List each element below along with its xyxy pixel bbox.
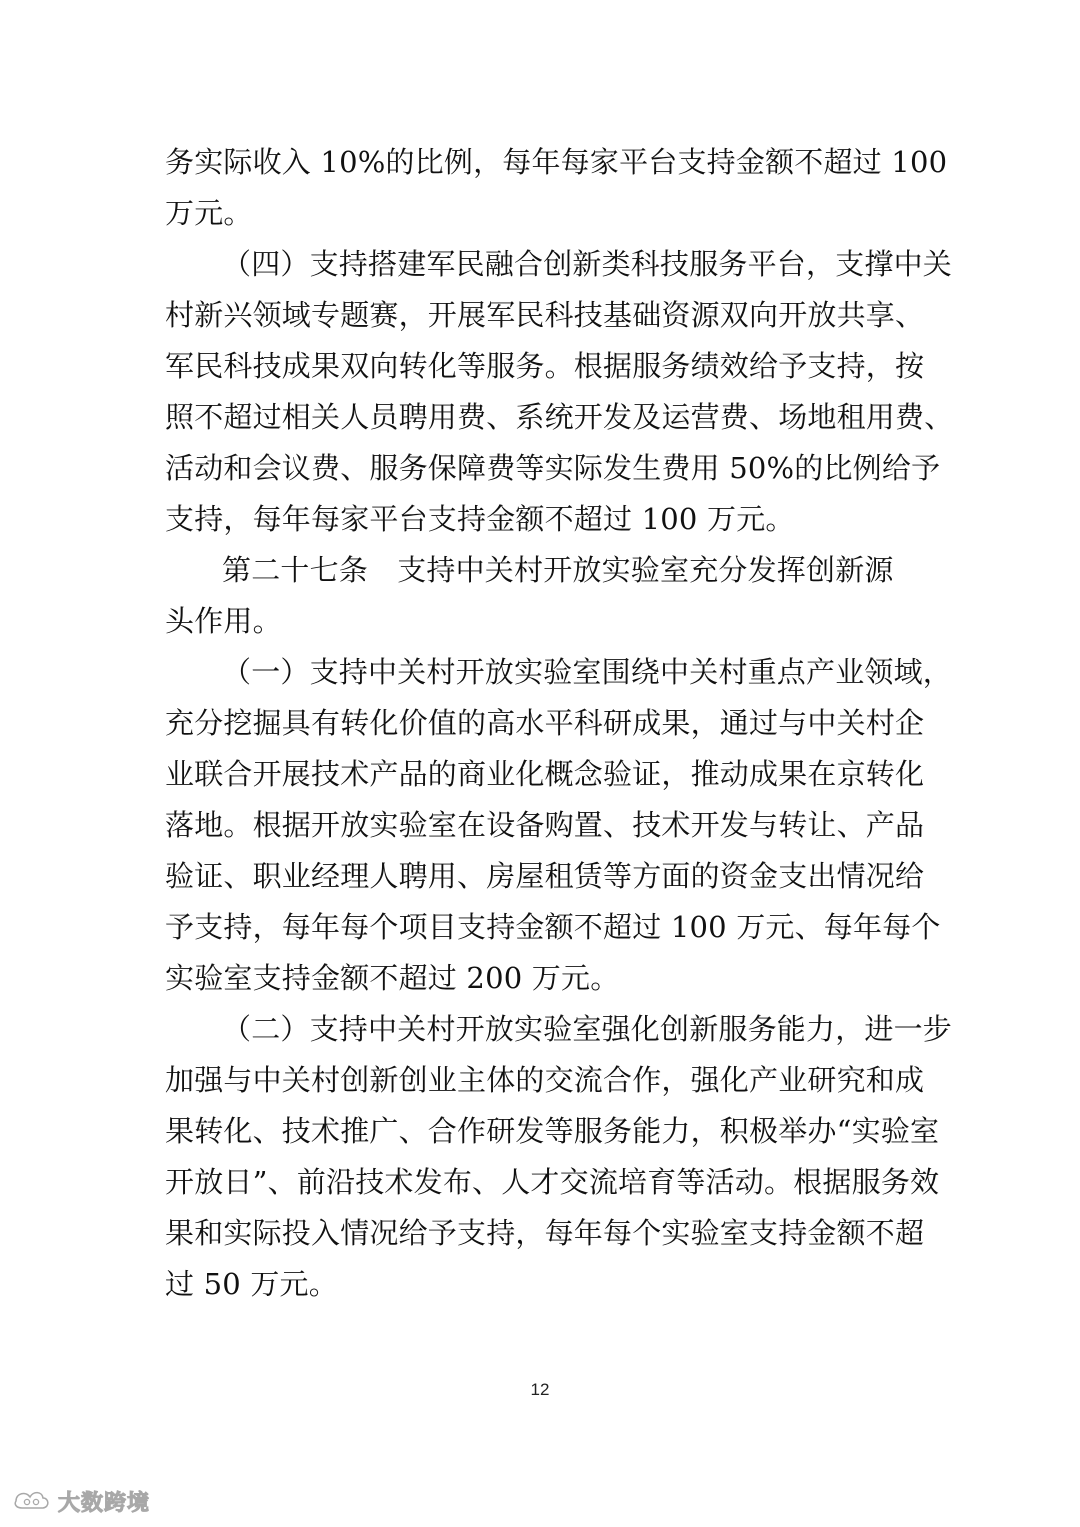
text-line: 果和实际投入情况给予支持，每年每个实验室支持金额不超 bbox=[165, 1216, 925, 1250]
text-line: 村新兴领域专题赛，开展军民科技基础资源双向开放共享、 bbox=[165, 298, 925, 332]
page-number: 12 bbox=[530, 1380, 550, 1399]
text-line: 予支持，每年每个项目支持金额不超过 100 万元、每年每个 bbox=[165, 910, 941, 944]
brand-logo-icon bbox=[12, 1488, 52, 1514]
watermark bbox=[12, 1485, 150, 1517]
text-line: 军民科技成果双向转化等服务。根据服务绩效给予支持，按 bbox=[165, 349, 925, 383]
text-line: 头作用。 bbox=[165, 604, 282, 638]
text-line: 万元。 bbox=[165, 196, 253, 230]
text-line: 支持，每年每家平台支持金额不超过 100 万元。 bbox=[165, 502, 795, 536]
text-line: 验证、职业经理人聘用、房屋租赁等方面的资金支出情况给 bbox=[165, 859, 925, 893]
paragraph-start-line: （二）支持中关村开放实验室强化创新服务能力，进一步 bbox=[222, 1012, 953, 1046]
text-line: 加强与中关村创新创业主体的交流合作，强化产业研究和成 bbox=[165, 1063, 925, 1097]
text-line: 照不超过相关人员聘用费、系统开发及运营费、场地租用费、 bbox=[165, 400, 954, 434]
text-line: 开放日”、前沿技术发布、人才交流培育等活动。根据服务效 bbox=[165, 1165, 940, 1199]
article-heading-line: 第二十七条 支持中关村开放实验室充分发挥创新源 bbox=[222, 553, 894, 587]
text-line: 业联合开展技术产品的商业化概念验证，推动成果在京转化 bbox=[165, 757, 925, 791]
text-line: 落地。根据开放实验室在设备购置、技术开发与转让、产品 bbox=[165, 808, 925, 842]
text-line: 实验室支持金额不超过 200 万元。 bbox=[165, 961, 620, 995]
watermark-text: 大数跨境 bbox=[58, 1490, 151, 1516]
text-line: 活动和会议费、服务保障费等实际发生费用 50%的比例给予 bbox=[165, 451, 941, 485]
paragraph-start-line: （一）支持中关村开放实验室围绕中关村重点产业领域， bbox=[222, 655, 953, 689]
text-line: 务实际收入 10%的比例，每年每家平台支持金额不超过 100 bbox=[165, 145, 948, 179]
paragraph-start-line: （四）支持搭建军民融合创新类科技服务平台，支撑中关 bbox=[222, 247, 953, 281]
text-line: 过 50 万元。 bbox=[165, 1267, 338, 1301]
text-line: 果转化、技术推广、合作研发等服务能力，积极举办“实验室 bbox=[165, 1114, 940, 1148]
text-line: 充分挖掘具有转化价值的高水平科研成果，通过与中关村企 bbox=[165, 706, 925, 740]
